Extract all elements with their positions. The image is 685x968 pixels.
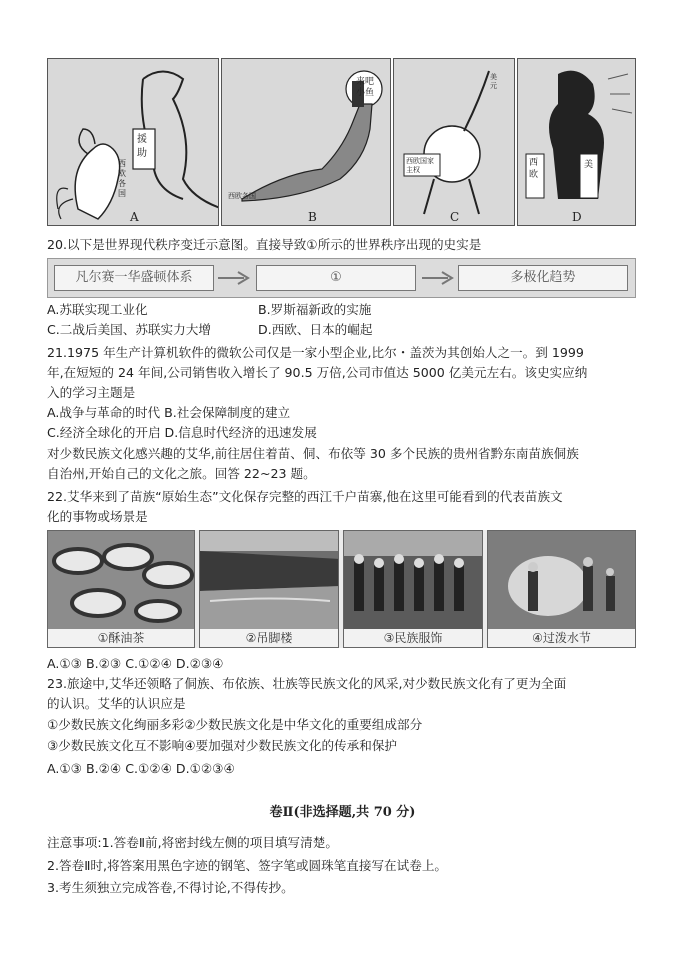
- rooster-and-weasel-drawing: [48, 59, 219, 226]
- q23-items-34: ③少数民族文化互不影响④要加强对少数民族文化的传承和保护: [47, 738, 398, 753]
- q23-line-1: 23.旅途中,艾华还领略了侗族、布依族、壮族等民族文化的风采,对少数民族文化有了更为全面: [47, 676, 567, 691]
- q21-line-1: 21.1975 年生产计算机软件的微软公司仅是一家小型企业,比尔・盖茨为其创始人之一。到 1999: [47, 345, 584, 360]
- q20-option-a: A.苏联实现工业化: [47, 302, 148, 317]
- arrow-right-icon: [420, 269, 456, 287]
- costume-parade-image: [344, 531, 483, 631]
- flow-box-versailles: 凡尔赛一华盛顿体系: [54, 265, 214, 291]
- q21-line-3: 入的学习主题是: [47, 385, 136, 400]
- q20-option-c: C.二战后美国、苏联实力大增: [47, 322, 211, 337]
- part2-note-2: 2.答卷Ⅱ时,将答案用黑色字迹的钢笔、签字笔或圆珠笔直接写在试卷上。: [47, 858, 448, 873]
- photo-butter-tea: [47, 530, 195, 648]
- order-flow-diagram: [47, 258, 636, 298]
- giant-figure-drawing: [518, 59, 636, 226]
- caption-c: C: [450, 210, 460, 224]
- caption-d: D: [572, 210, 582, 224]
- panel-d-label-2: 美: [584, 160, 594, 170]
- panel-d-label-1: 西欧: [529, 158, 539, 180]
- photo-label-4: ④过泼水节: [488, 629, 635, 647]
- q23-items-12: ①少数民族文化绚丽多彩②少数民族文化是中华文化的重要组成部分: [47, 717, 423, 732]
- panel-c-label-text: 西欧国家主权: [406, 157, 434, 174]
- flow-box-multipolar: 多极化趋势: [458, 265, 628, 291]
- q21-options-cd: C.经济全球化的开启 D.信息时代经济的迅速发展: [47, 425, 317, 440]
- cartoon-strip: [47, 58, 636, 226]
- cartoon-panel-b: [221, 58, 391, 226]
- stilt-house-image: [200, 531, 339, 631]
- panel-b-bubble-text: 来吧小鱼: [355, 77, 374, 98]
- photo-label-1: ①酥油茶: [48, 629, 194, 647]
- water-splashing-image: [488, 531, 636, 631]
- photo-label-3: ③民族服饰: [344, 629, 482, 647]
- caption-a: A: [130, 210, 139, 224]
- q20-option-b: B.罗斯福新政的实施: [258, 302, 372, 317]
- photo-strip: [47, 530, 636, 648]
- part2-note-1: 注意事项:1.答卷Ⅱ前,将密封线左侧的项目填写清楚。: [47, 835, 338, 850]
- q22-options: A.①③ B.②③ C.①②④ D.②③④: [47, 656, 224, 671]
- tea-bowls-image: [48, 531, 195, 631]
- photo-label-2: ②吊脚楼: [200, 629, 338, 647]
- photo-ethnic-costume: [343, 530, 483, 648]
- arrow-right-icon: [216, 269, 252, 287]
- photo-water-festival: [487, 530, 636, 648]
- panel-a-sign-text: 援助: [137, 134, 147, 159]
- part2-note-3: 3.考生须独立完成答卷,不得讨论,不得传抄。: [47, 880, 294, 895]
- q20-option-d: D.西欧、日本的崛起: [258, 322, 373, 337]
- caption-b: B: [308, 210, 317, 224]
- photo-stilt-house: [199, 530, 339, 648]
- cartoon-panel-d: [517, 58, 636, 226]
- q22-line-2: 化的事物或场景是: [47, 509, 148, 524]
- cartoon-panel-c: [393, 58, 515, 226]
- cartoon-panel-a: [47, 58, 219, 226]
- panel-c-top-text: 美元: [490, 73, 497, 90]
- panel-b-label-text: 西欧各国: [228, 192, 256, 200]
- intro-line-1: 对少数民族文化感兴趣的艾华,前往居住着苗、侗、布依等 30 多个民族的贵州省黔东南苗族侗族: [47, 446, 579, 461]
- q21-line-2: 年,在短短的 24 年间,公司销售收入增长了 90.5 万倍,公司市值达 5000 亿美元左右。该史实应纳: [47, 365, 588, 380]
- q21-options-ab: A.战争与革命的时代 B.社会保障制度的建立: [47, 405, 291, 420]
- q23-line-2: 的认识。艾华的认识应是: [47, 696, 186, 711]
- part2-title: 卷Ⅱ(非选择题,共 70 分): [269, 805, 416, 820]
- intro-line-2: 自治州,开始自己的文化之旅。回答 22~23 题。: [47, 466, 316, 481]
- flow-box-1: ①: [256, 265, 416, 291]
- q23-options: A.①③ B.②④ C.①②④ D.①②③④: [47, 761, 235, 776]
- q20-stem: 20.以下是世界现代秩序变迁示意图。直接导致①所示的世界秩序出现的史实是: [47, 237, 482, 252]
- q22-line-1: 22.艾华来到了苗族“原始生态”文化保存完整的西江千户苗寨,他在这里可能看到的代表苗族文: [47, 489, 563, 504]
- panel-a-tag-text: 西欧各国: [118, 159, 126, 198]
